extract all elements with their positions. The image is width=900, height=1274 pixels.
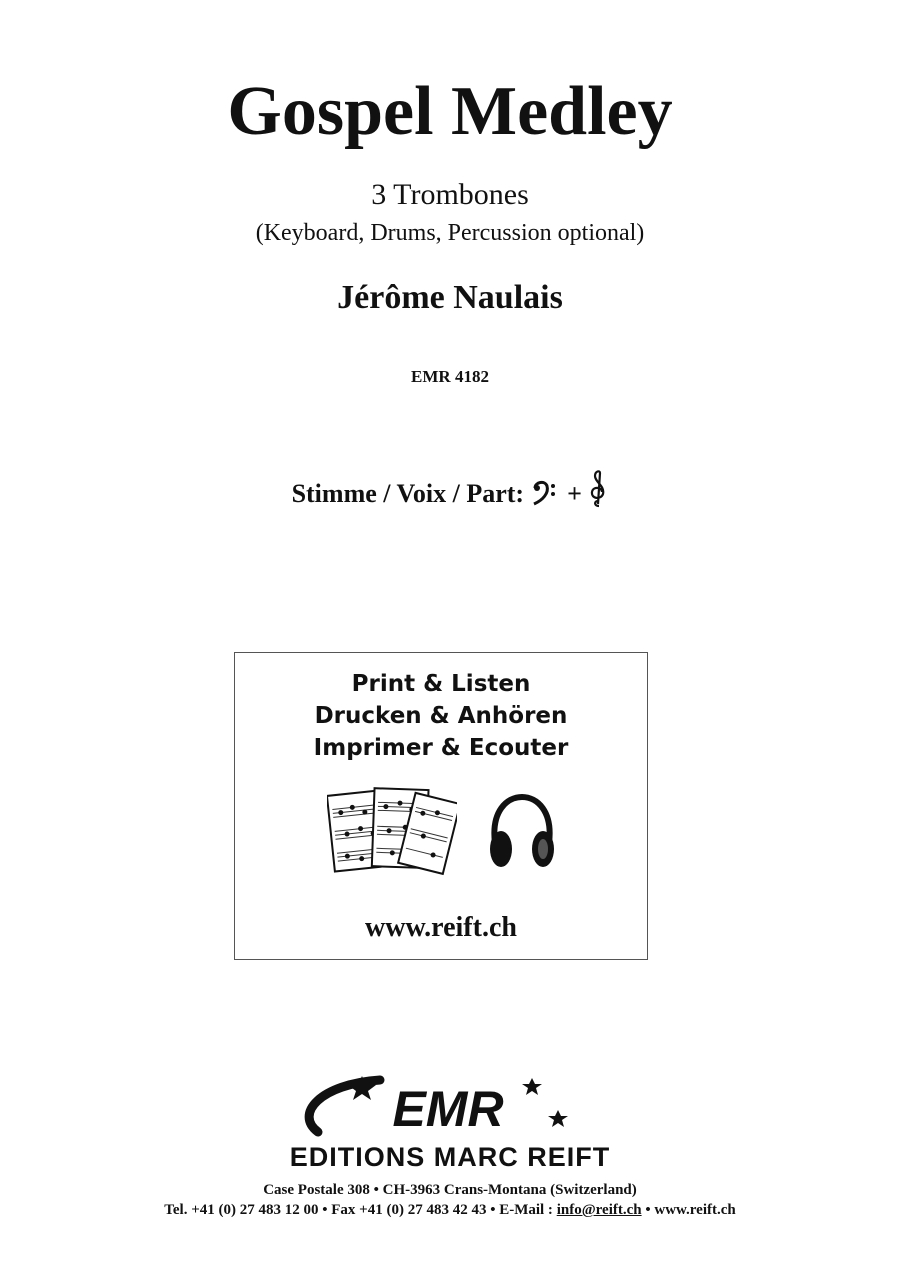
part-line xyxy=(0,470,900,512)
publisher-contact xyxy=(0,1200,900,1220)
part-label: Stimme / Voix / Part: xyxy=(291,479,525,508)
publisher-address: Case Postale 308 • CH-3963 Crans-Montana (Switzerland) xyxy=(263,1182,637,1198)
catalog-number: EMR 4182 xyxy=(411,367,489,386)
sheet-music-icon xyxy=(327,783,457,879)
promo-line-german: Drucken & Anhören xyxy=(314,703,568,729)
publisher-name xyxy=(0,1140,900,1174)
contact-separator: • xyxy=(641,1202,655,1218)
emr-logo-text: EMR xyxy=(392,1081,504,1137)
website-link[interactable]: www.reift.ch xyxy=(654,1202,736,1218)
promo-line-french: Imprimer & Ecouter xyxy=(313,735,569,761)
bass-clef-icon xyxy=(531,478,561,508)
page-title: Gospel Medley xyxy=(227,73,673,150)
publisher-name-part2: MARC xyxy=(433,1142,519,1172)
headphones-icon xyxy=(487,793,557,873)
composer-name: Jérôme Naulais xyxy=(337,279,563,316)
email-link[interactable]: info@reift.ch xyxy=(556,1202,642,1218)
promo-url-link[interactable]: www.reift.ch xyxy=(365,912,517,943)
optional-instruments: (Keyboard, Drums, Percussion optional) xyxy=(255,220,645,246)
contact-phone-fax: Tel. +41 (0) 27 483 12 00 • Fax +41 (0) 27 483 42 43 • E-Mail : xyxy=(164,1202,557,1218)
part-plus: + xyxy=(567,479,582,508)
promo-line-english: Print & Listen xyxy=(351,671,531,697)
print-listen-box xyxy=(234,652,648,960)
publisher-name-part1: EDITIONS xyxy=(289,1142,426,1172)
treble-clef-icon xyxy=(588,470,608,508)
publisher-name-part3: REIFT xyxy=(527,1142,611,1172)
instrumentation: 3 Trombones xyxy=(371,178,529,211)
emr-logo xyxy=(300,1074,600,1140)
